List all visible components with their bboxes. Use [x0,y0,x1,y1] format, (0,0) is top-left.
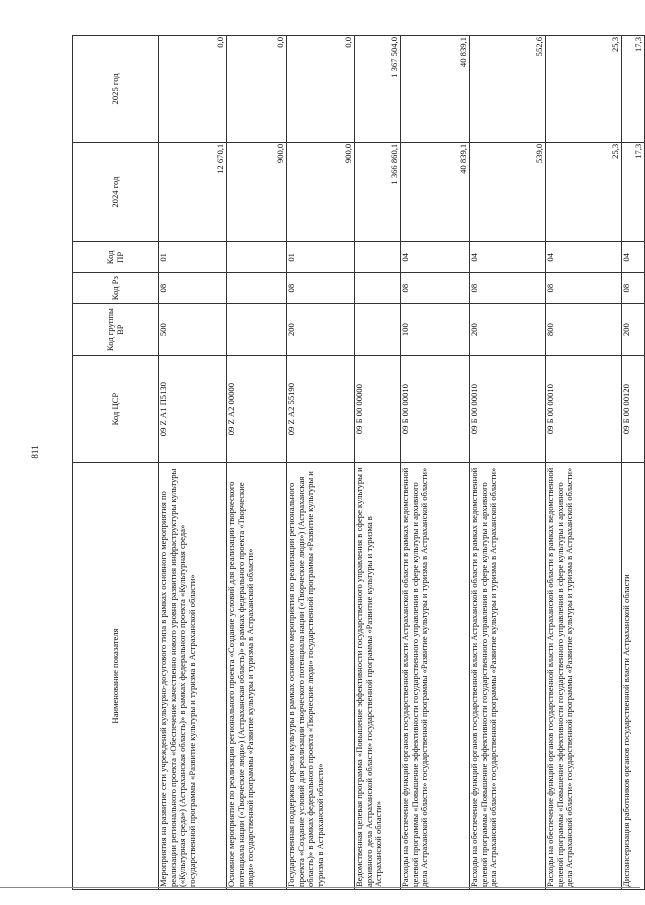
table-row [159,36,227,890]
row-csr: 09 Б 00 00010 [546,356,622,463]
row-2025: 0,0 [227,36,287,143]
row-2025: 17,3 [622,36,645,143]
row-csr: 09 Z А2 55190 [287,356,355,463]
row-csr: 09 Б 00 00010 [401,356,470,463]
row-rz: 08 [401,273,470,304]
row-rz [355,273,401,304]
row-vr [227,304,287,356]
table-header-row [73,36,159,890]
row-2025: 552,6 [470,36,546,143]
row-pr [227,242,287,273]
header-rz: Код Рз [73,273,159,304]
header-csr: Код ЦСР [73,356,159,463]
row-pr: 04 [401,242,470,273]
row-2024: 12 670,1 [159,142,227,242]
row-name: Расходы на обеспечение функций органов государственной власти Астраханской области в рамках ведомственной целевой программы «Повышение эффективности государственного управления в сфере культуры и архивного дела Астраханской области» государственной программы «Развитие культуры и туризма в Астраханской области» [470,463,546,890]
row-csr: 09 Z А2 00000 [227,356,287,463]
table-row [287,36,355,890]
header-vr: Код группы ВР [73,304,159,356]
row-pr: 01 [287,242,355,273]
row-2025: 0,0 [159,36,227,143]
row-2024: 900,0 [287,142,355,242]
table-row [355,36,401,890]
row-vr: 200 [470,304,546,356]
row-vr: 500 [159,304,227,356]
row-vr: 200 [287,304,355,356]
rotated-page-content [72,35,644,890]
row-pr: 04 [622,242,645,273]
row-rz: 08 [470,273,546,304]
row-pr: 04 [546,242,622,273]
budget-table [72,35,645,890]
header-name: Наименование показателя [73,463,159,890]
row-2025: 40 839,1 [401,36,470,143]
table-row [622,36,645,890]
row-name: Диспансеризация работников органов государственной власти Астраханской области [622,463,645,890]
header-pr: Код ПР [73,242,159,273]
table-row [546,36,622,890]
row-2024: 900,0 [227,142,287,242]
row-vr: 200 [622,304,645,356]
header-2025: 2025 год [73,36,159,143]
row-vr: 800 [546,304,622,356]
header-2024: 2024 год [73,142,159,242]
row-name: Расходы на обеспечение функций органов государственной власти Астраханской области в рамках ведомственной целевой программы «Повышение эффективности государственного управления в сфере культуры и архивного дела Астраханской области» государственной программы «Развитие культуры и туризма в Астраханской области» [401,463,470,890]
row-rz: 08 [546,273,622,304]
row-2024: 539,0 [470,142,546,242]
row-vr: 100 [401,304,470,356]
row-csr: 09 Б 00 00000 [355,356,401,463]
row-name: Расходы на обеспечение функций органов государственной власти Астраханской области в рамках ведомственной целевой программы «Повышение эффективности государственного управления в сфере культуры и архивного дела Астраханской области» государственной программы «Развитие культуры и туризма в Астраханской области» [546,463,622,890]
table-row [470,36,546,890]
table-row [227,36,287,890]
row-csr: 09 Б 00 00010 [470,356,546,463]
table-row [401,36,470,890]
row-rz [227,273,287,304]
row-csr: 09 Z А1 П5130 [159,356,227,463]
row-2025: 25,3 [546,36,622,143]
row-2024: 1 366 860,1 [355,142,401,242]
row-name: Основное мероприятие по реализации регионального проекта «Создание условий для реализации творческого потенциала нации («Творческие люди») (Астраханская область)» в рамках федерального проекта «Творческие люди» государственной программы «Развитие культуры и туризма в Астраханской области» [227,463,287,890]
row-csr: 09 Б 00 00120 [622,356,645,463]
row-rz: 08 [287,273,355,304]
page-number: 811 [30,445,40,459]
row-name: Ведомственная целевая программа «Повышение эффективности государственного управления в сфере культуры и архивного дела Астраханской области» государственной программы «Развитие культуры и туризма в Астраханской области» [355,463,401,890]
row-rz: 08 [159,273,227,304]
row-2024: 40 839,1 [401,142,470,242]
row-pr [355,242,401,273]
row-pr: 04 [470,242,546,273]
bottom-edge-line [0,887,640,888]
row-name: Государственная поддержка отрасли культуры в рамках основного мероприятия по реализации регионального проекта «Создание условий для реализации творческого потенциала нации («Творческие люди») (Астраханская область)» в рамках федерального проекта «Творческие люди» государственной программы «Развитие культуры и туризма в Астраханской области» [287,463,355,890]
row-rz: 08 [622,273,645,304]
row-2025: 1 367 504,0 [355,36,401,143]
row-vr [355,304,401,356]
row-pr: 01 [159,242,227,273]
row-2024: 25,3 [546,142,622,242]
row-name: Мероприятия на развитие сети учреждений культурно-досугового типа в рамках основного мероприятия по реализации регионального проекта «Обеспечение качественно нового уровня развития инфраструктуры культуры («Культурная среда») (Астраханская область)» в рамках федерального проекта «Культурная среда» государственной программы «Развитие культуры и туризма в Астраханской области» [159,463,227,890]
row-2024: 17,3 [622,142,645,242]
row-2025: 0,0 [287,36,355,143]
